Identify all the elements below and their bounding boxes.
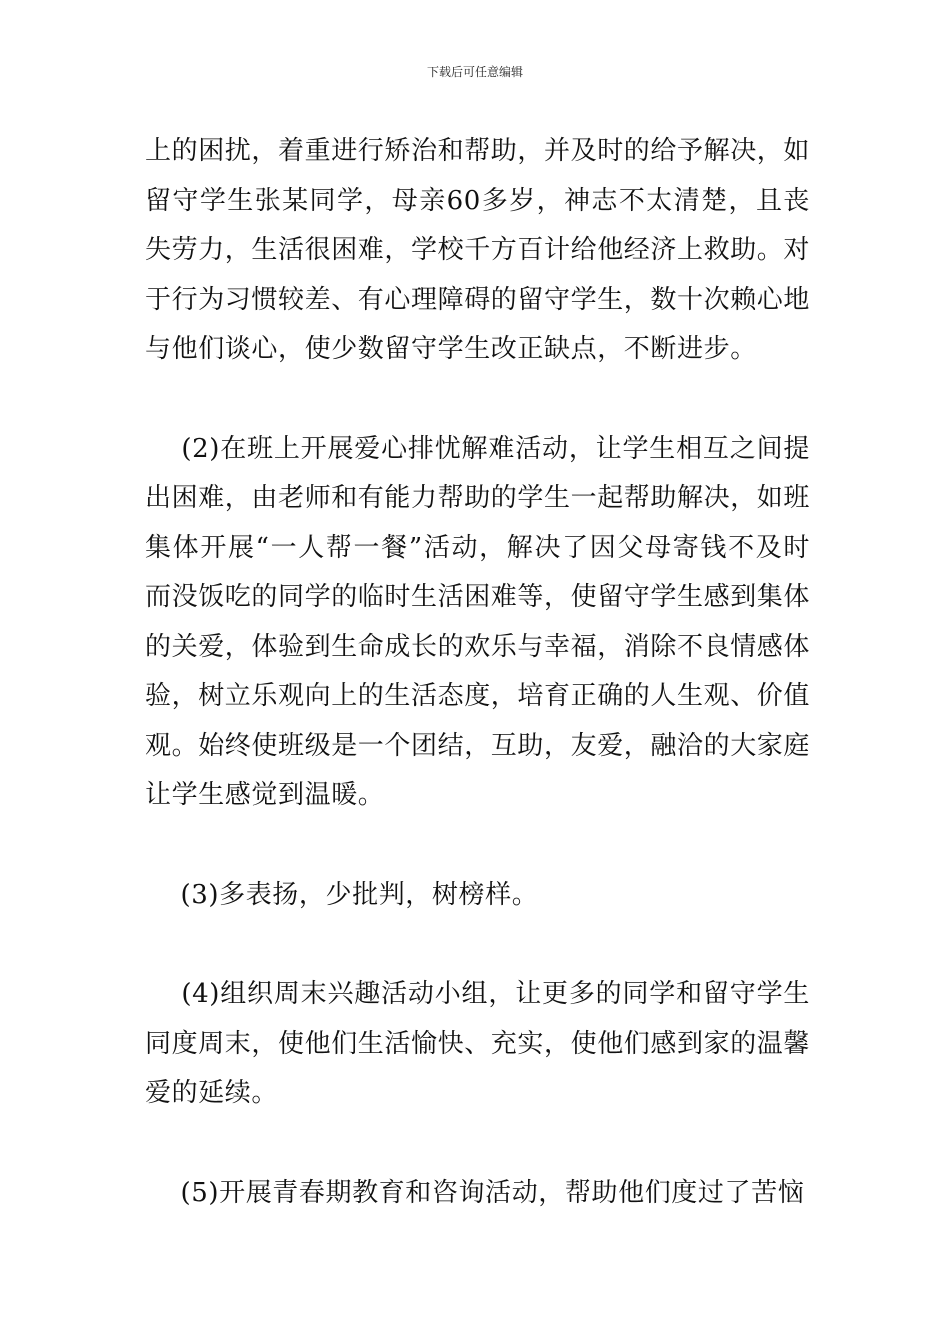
- page-header-note: 下载后可任意编辑: [426, 65, 523, 79]
- paragraph-item-3: (3)多表扬，少批判，树榜样。: [145, 879, 539, 910]
- paragraph-item-5: (5)开展青春期教育和咨询活动，帮助他们度过了苦恼: [145, 1177, 805, 1208]
- document-body: [145, 127, 810, 1218]
- paragraph-item-4: (4)组织周末兴趣活动小组，让更多的同学和留守学生同度周末，使他们生活愉快、充实，使他们感到家的温馨爱的延续。: [145, 979, 811, 1108]
- paragraph-continuation: 上的困扰，着重进行矫治和帮助，并及时的给予解决，如留守学生张某同学，母亲60多岁，神志不太清楚，且丧失劳力，生活很困难，学校千方百计给他经济上救助。对于行为习惯较差、有心理障碍的留守学生，数十次赖心地与他们谈心，使少数留守学生改正缺点，不断进步。: [145, 136, 811, 364]
- paragraph-item-2: (2)在班上开展爱心排忧解难活动，让学生相互之间提出困难，由老师和有能力帮助的学生一起帮助解决，如班集体开展“一人帮一餐”活动，解决了因父母寄钱不及时而没饭吃的同学的临时生活困难等，使留守学生感到集体的关爱，体验到生命成长的欢乐与幸福，消除不良情感体验，树立乐观向上的生活态度，培育正确的人生观、价值观。始终使班级是一个团结，互助，友爱，融洽的大家庭让学生感觉到温暖。: [145, 433, 811, 810]
